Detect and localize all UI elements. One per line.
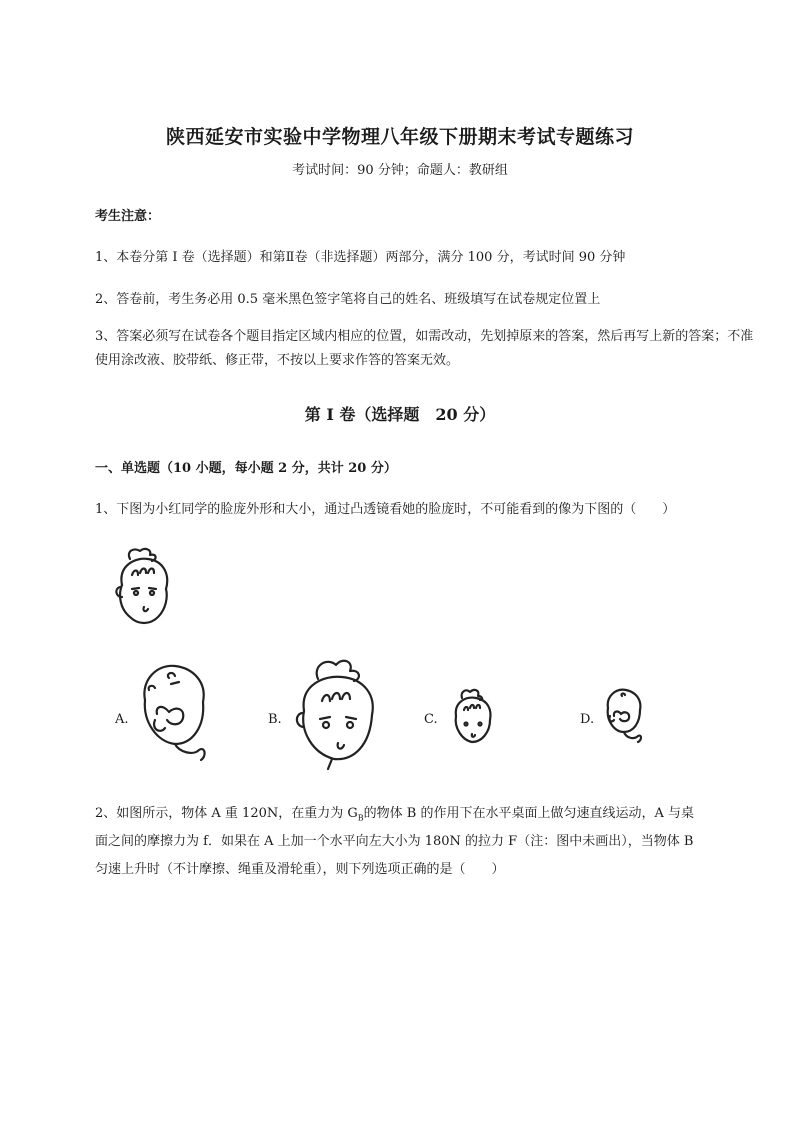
question-2-text-end: 的物体 B 的作用下在水平桌面上做匀速直线运动，A 与桌: [363, 806, 694, 821]
question-2-text-start: 2、如图所示，物体 A 重 120N，在重力为 G: [95, 806, 358, 821]
question-2-line-2: 面之间的摩擦力为 f．如果在 A 上加一个水平向左大小为 180N 的拉力 F（注：图中未画出），当物体 B: [95, 834, 694, 849]
document-title: 陕西延安市实验中学物理八年级下册期末考试专题练习: [165, 126, 634, 148]
question-2-subscript: B: [357, 813, 364, 823]
reference-face-image: [108, 545, 178, 630]
section-title: 第 I 卷（选择题 20 分）: [304, 405, 496, 424]
question-type-heading: 一、单选题（10 小题，每小题 2 分，共计 20 分）: [95, 461, 397, 476]
option-c-label: C.: [424, 712, 438, 727]
option-d-face-image: [600, 686, 648, 752]
option-b-face-image: [292, 655, 382, 775]
question-2-line-1: [95, 802, 694, 823]
question-2-line-3: 匀速上升时（不计摩擦、绳重及滑轮重），则下列选项正确的是（ ）: [95, 862, 505, 877]
notice-heading: 考生注意：: [95, 209, 161, 224]
notice-item-1: 1、本卷分第 I 卷（选择题）和第Ⅱ卷（非选择题）两部分，满分 100 分，考试时间 90 分钟: [95, 250, 626, 265]
option-b-label: B.: [268, 712, 282, 727]
option-a-face-image: [135, 660, 215, 775]
question-1-text: 1、下图为小红同学的脸庞外形和大小，通过凸透镜看她的脸庞时，不可能看到的像为下图的（ ）: [95, 502, 676, 517]
option-a-label: A.: [115, 712, 129, 727]
document-subtitle: 考试时间：90 分钟；命题人：教研组: [292, 163, 508, 178]
notice-item-3: 3、答案必须写在试卷各个题目指定区域内相应的位置，如需改动，先划掉原来的答案，然后再写上新的答案；不准使用涂改液、胶带纸、修正带，不按以上要求作答的答案无效。: [95, 329, 754, 368]
option-d-label: D.: [580, 712, 595, 727]
option-c-face-image: [448, 688, 496, 750]
notice-item-2: 2、答卷前，考生务必用 0.5 毫米黑色签字笔将自己的姓名、班级填写在试卷规定位置上: [95, 292, 601, 307]
